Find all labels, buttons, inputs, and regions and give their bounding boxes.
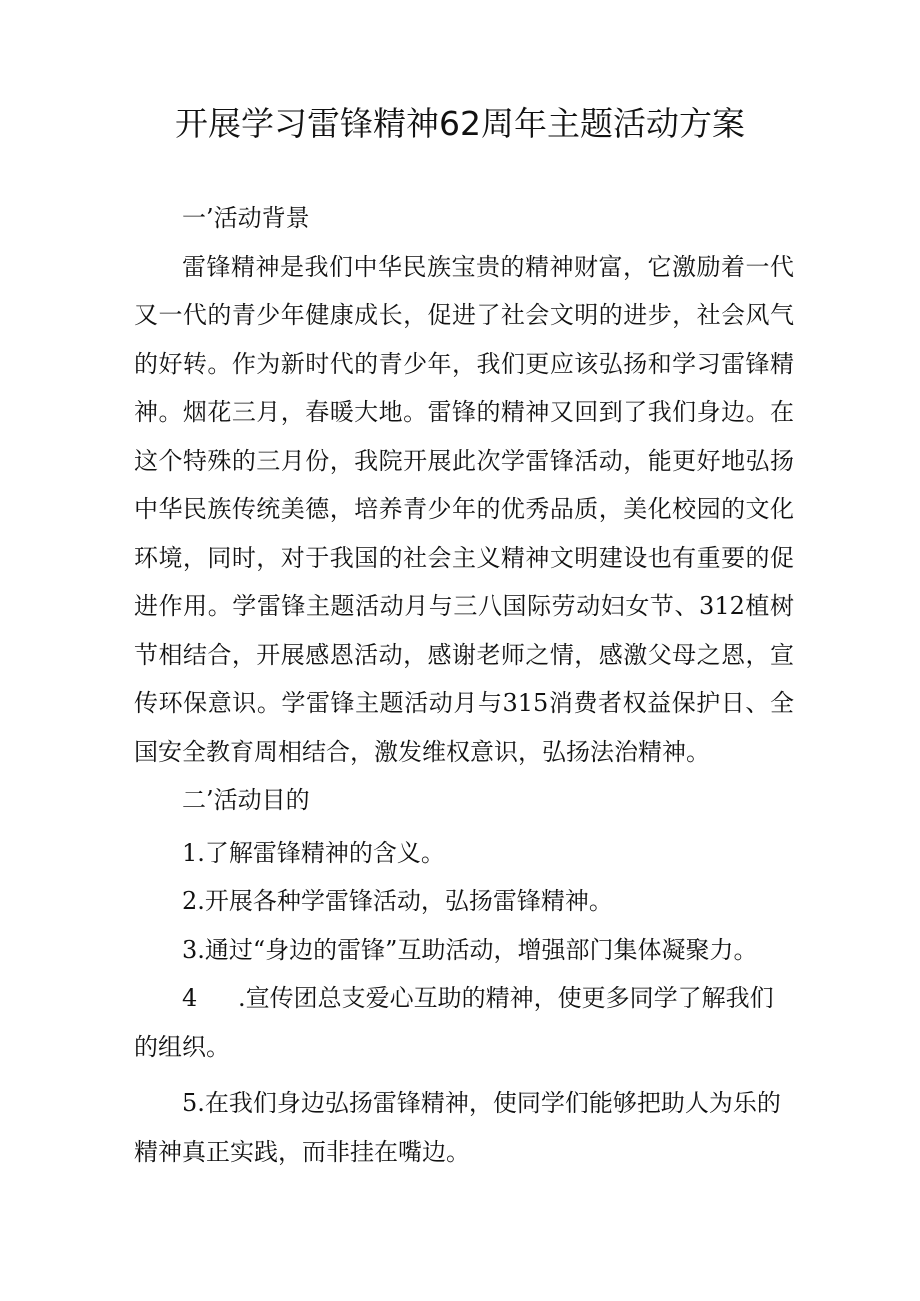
purpose-item-2 bbox=[134, 877, 794, 926]
section-heading-background: 一’活动背景 bbox=[182, 204, 310, 232]
purpose-item-text: .在我们身边弘扬雷锋精神，使同学们能够把助人为乐的精神真正实践，而非挂在嘴边。 bbox=[134, 1089, 781, 1166]
purpose-item-text: .了解雷锋精神的含义。 bbox=[197, 838, 445, 867]
purpose-item-number: 5 bbox=[182, 1089, 198, 1117]
purpose-item-5 bbox=[134, 1079, 794, 1176]
purpose-item-number: 2 bbox=[182, 887, 198, 915]
section-heading-purpose: 二’活动目的 bbox=[182, 786, 310, 814]
purpose-item-1 bbox=[134, 829, 794, 878]
document-title: 开展学习雷锋精神62周年主题活动方案 bbox=[175, 104, 745, 143]
purpose-item-text: .通过“身边的雷锋”互助活动，增强部门集体凝聚力。 bbox=[197, 935, 758, 964]
purpose-item-3 bbox=[134, 926, 794, 975]
background-paragraph: 雷锋精神是我们中华民族宝贵的精神财富，它激励着一代又一代的青少年健康成长，促进了社会文明的进步，社会风气的好转。作为新时代的青少年，我们更应该弘扬和学习雷锋精神。烟花三月，春暖大地。雷锋的精神又回到了我们身边。在这个特殊的三月份，我院开展此次学雷锋活动，能更好地弘扬中华民族传统美德，培养青少年的优秀品质，美化校园的文化环境，同时，对于我国的社会主义精神文明建设也有重要的促进作用。学雷锋主题活动月与三八国际劳动妇女节、312植树节相结合，开展感恩活动，感谢老师之情，感激父母之恩，宣传环保意识。学雷锋主题活动月与315消费者权益保护日、全国安全教育周相结合，激发维权意识，弘扬法治精神。 bbox=[134, 252, 794, 766]
purpose-item-number: 1 bbox=[182, 838, 198, 867]
purpose-item-number: 4 bbox=[182, 984, 198, 1012]
purpose-item-text: .宣传团总支爱心互助的精神，使更多同学了解我们的组织。 bbox=[134, 984, 774, 1061]
document-body bbox=[134, 194, 794, 1176]
purpose-item-text: .开展各种学雷锋活动，弘扬雷锋精神。 bbox=[197, 887, 613, 915]
purpose-item-number: 3 bbox=[182, 935, 198, 964]
purpose-item-4 bbox=[134, 974, 794, 1071]
